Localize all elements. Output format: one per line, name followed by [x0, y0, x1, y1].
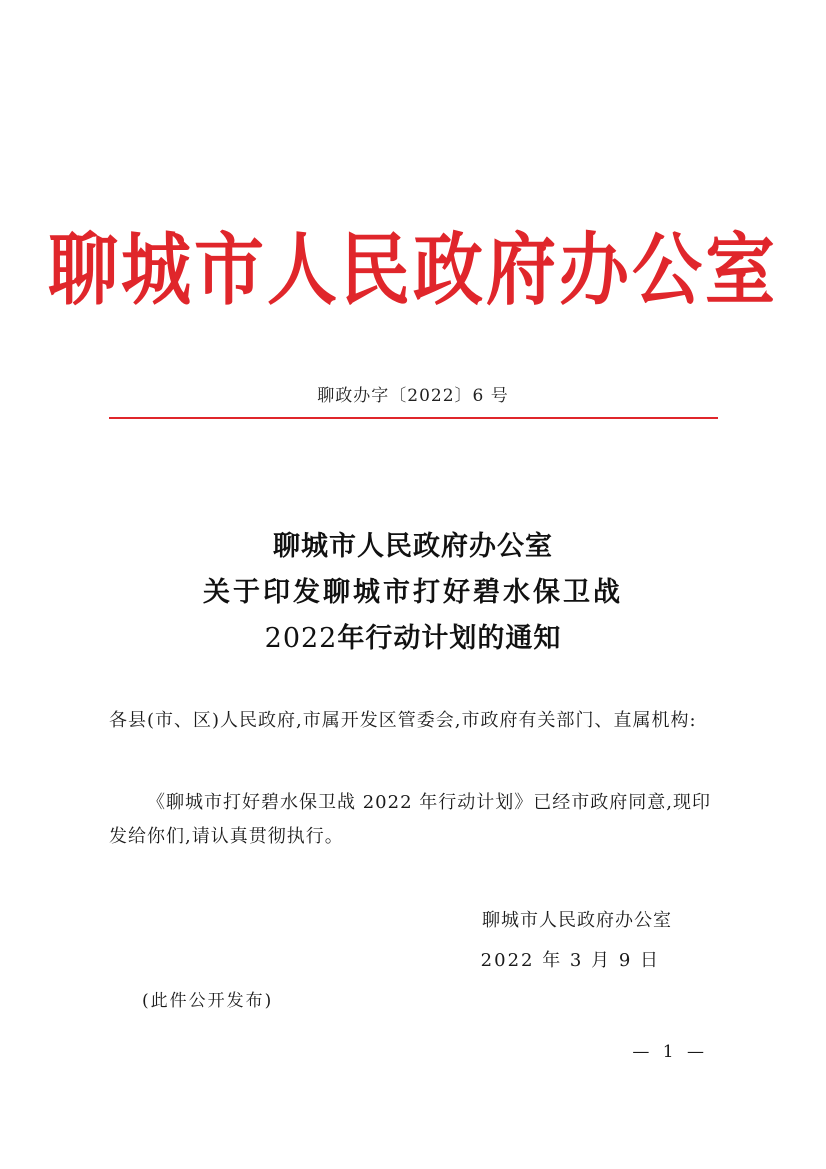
signature-date: 2022 年 3 月 9 日 [480, 950, 660, 971]
title-line-2: 关于印发聊城市打好碧水保卫战 [203, 577, 623, 608]
issuing-org-header: 聊城市人民政府办公室 [48, 223, 778, 317]
title-year: 2022 [264, 623, 338, 654]
addressee: 各县(市、区)人民政府,市属开发区管委会,市政府有关部门、直属机构: [109, 710, 697, 731]
page-number: — 1 — [632, 1042, 708, 1062]
document-number: 聊政办字〔2022〕6 号 [317, 386, 509, 406]
disclosure-note: (此件公开发布) [142, 991, 274, 1011]
body-paragraph: 《聊城市打好碧水保卫战 2022 年行动计划》已经市政府同意,现印发给你们,请认真贯彻执行。 [109, 792, 711, 847]
signature-org: 聊城市人民政府办公室 [482, 910, 672, 931]
title-line-3-text: 年行动计划的通知 [337, 623, 562, 654]
title-line-1: 聊城市人民政府办公室 [273, 531, 553, 562]
document-title [0, 524, 826, 662]
title-line-3 [0, 616, 826, 662]
red-separator-line [109, 417, 718, 419]
